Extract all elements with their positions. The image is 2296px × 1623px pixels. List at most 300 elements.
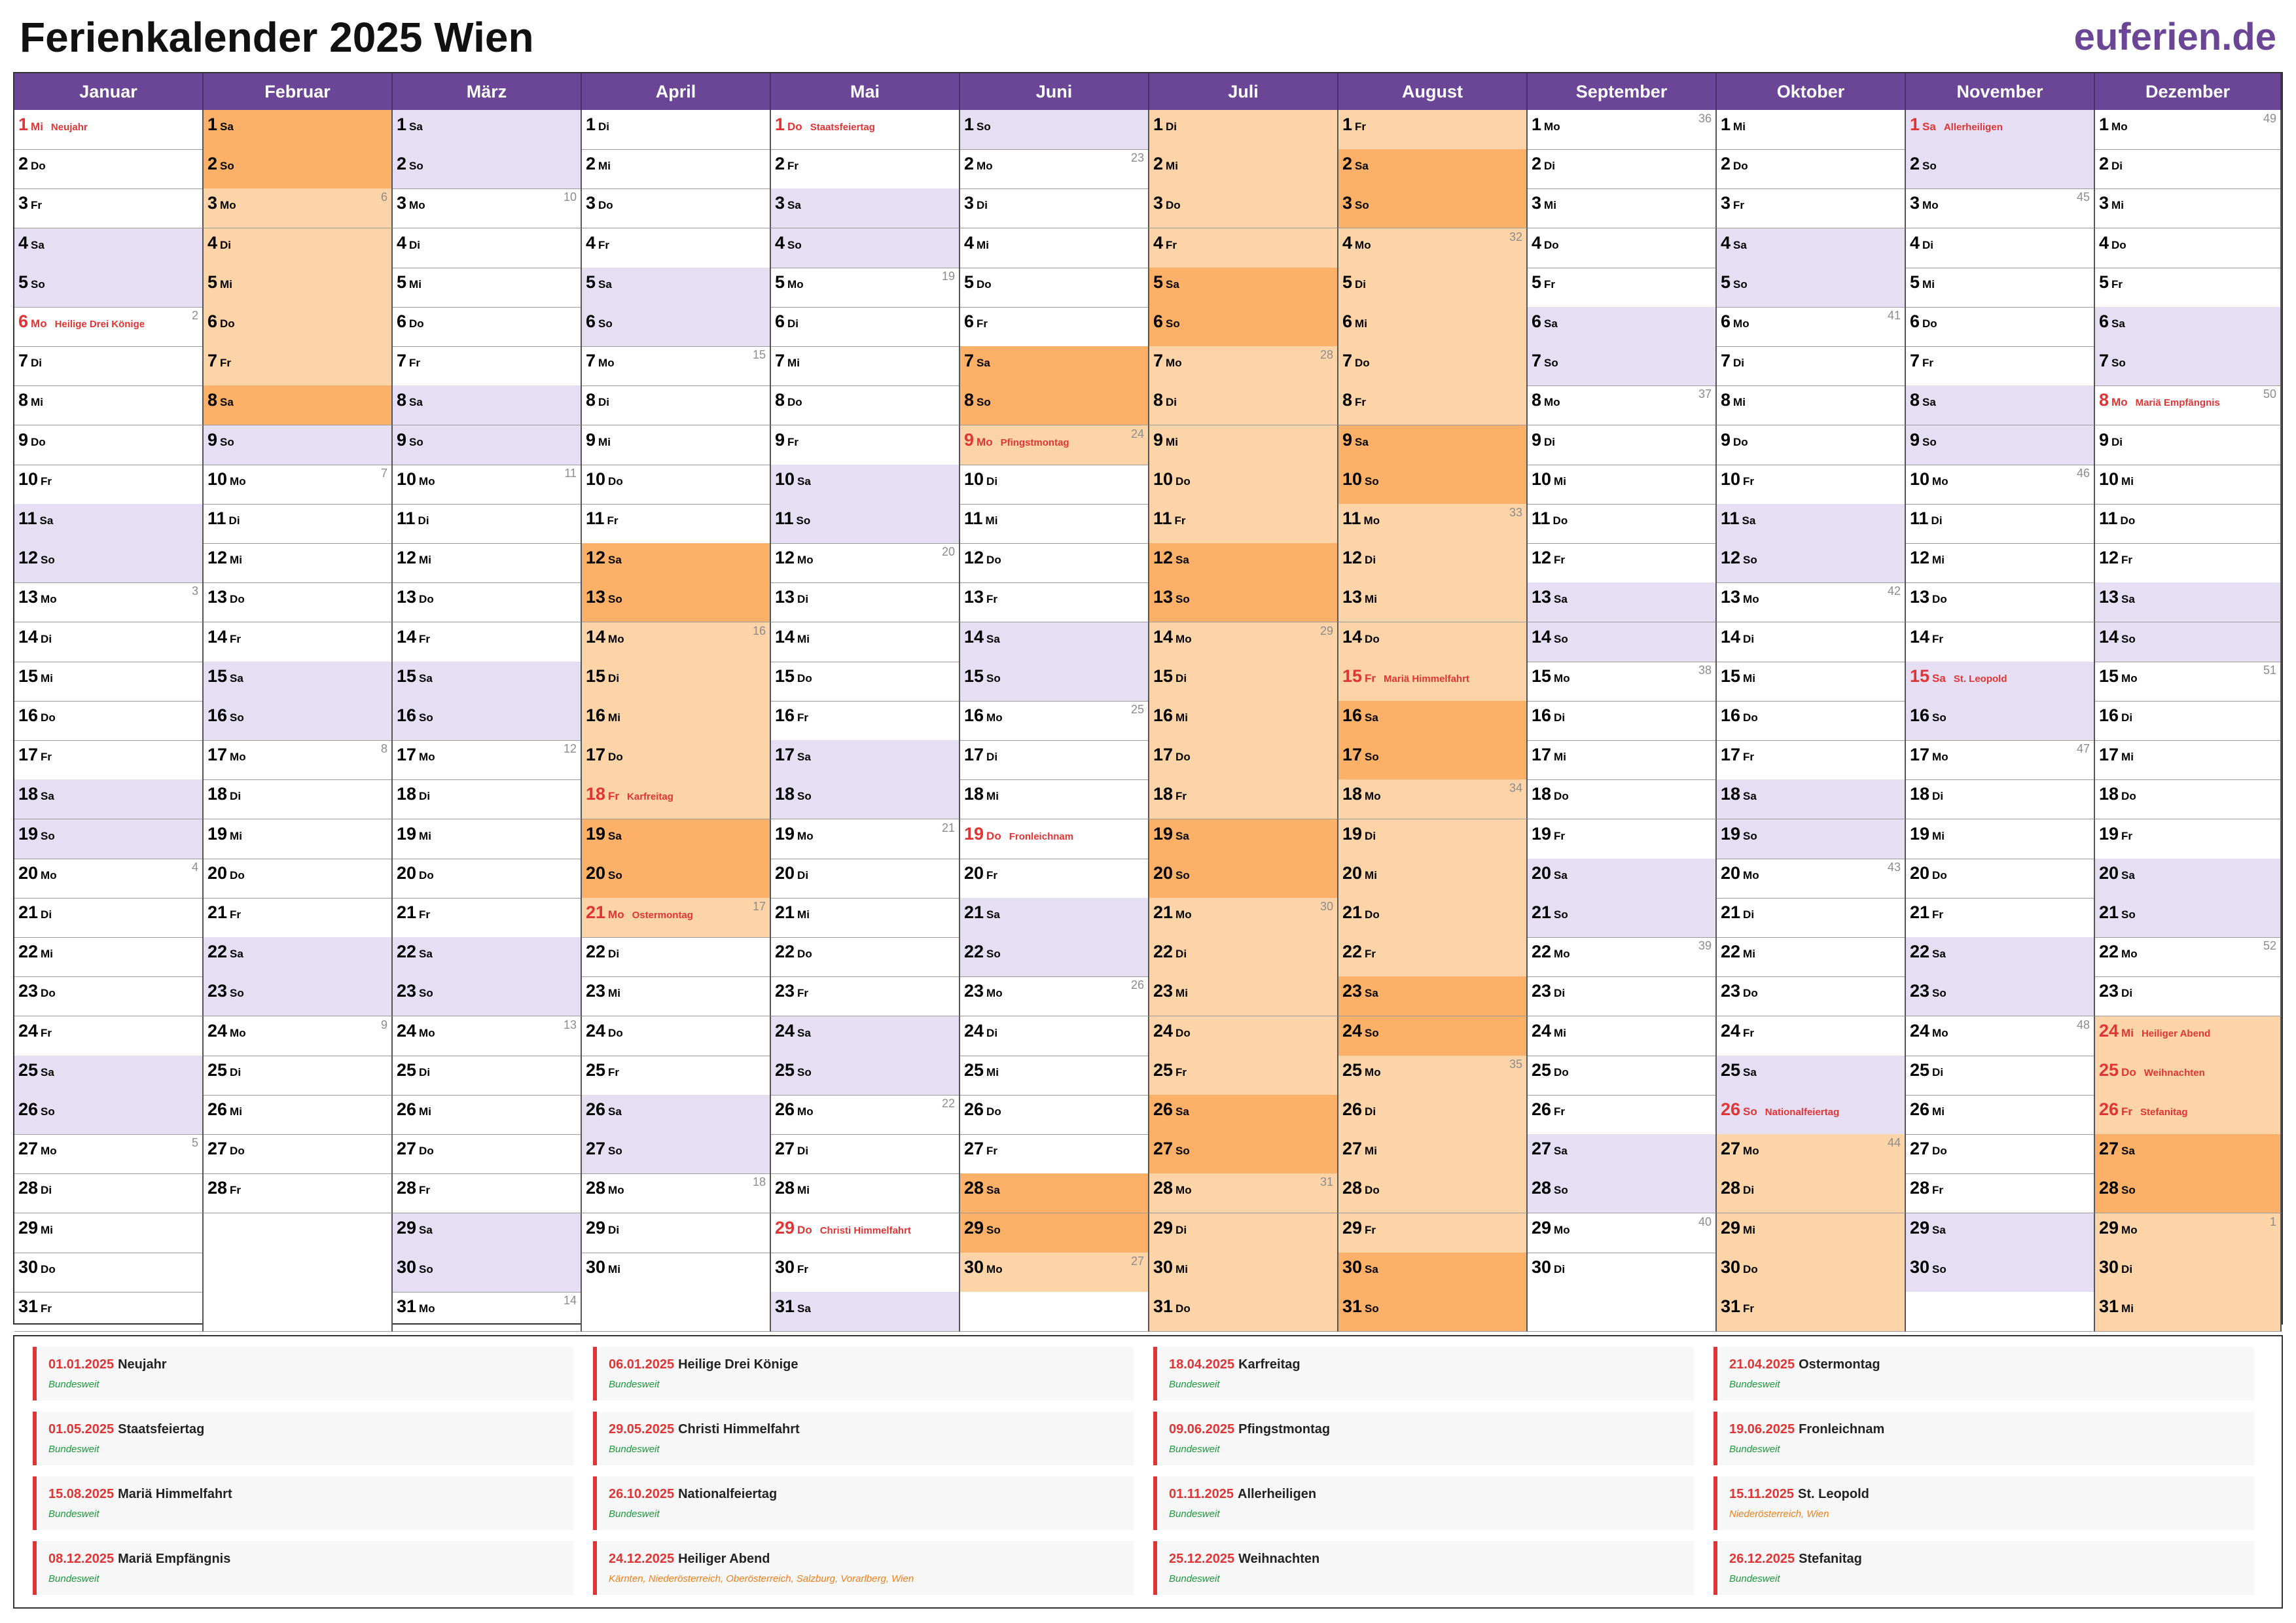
day-cell[interactable] [771,622,960,662]
day-cell[interactable] [1338,228,1528,268]
day-cell[interactable] [204,1173,393,1213]
day-cell[interactable] [393,1173,582,1213]
day-cell[interactable] [2095,1134,2282,1174]
day-cell[interactable] [1338,1134,1528,1174]
day-cell[interactable] [582,504,771,544]
day-cell[interactable] [1149,268,1338,308]
day-cell[interactable] [960,504,1149,544]
day-cell[interactable] [1338,425,1528,465]
day-cell[interactable] [1717,1213,1906,1253]
day-cell[interactable] [393,582,582,622]
day-cell[interactable] [1717,819,1906,859]
day-cell[interactable] [582,1253,771,1293]
day-cell[interactable] [204,898,393,938]
day-cell[interactable] [582,937,771,977]
day-cell[interactable] [1906,149,2095,189]
day-cell[interactable] [582,622,771,662]
day-cell[interactable] [1717,1134,1906,1174]
day-cell[interactable] [582,543,771,583]
day-cell[interactable] [1149,465,1338,505]
day-cell[interactable] [393,307,582,347]
day-cell[interactable] [204,110,393,150]
day-cell[interactable] [1717,662,1906,702]
day-cell[interactable] [2095,937,2282,977]
day-cell[interactable] [204,1134,393,1174]
day-cell[interactable] [1906,859,2095,899]
holiday-day-cell[interactable] [2095,1016,2282,1056]
day-cell[interactable] [2095,346,2282,386]
day-cell[interactable] [393,1016,582,1056]
day-cell[interactable] [1338,1016,1528,1056]
day-cell[interactable] [1149,1016,1338,1056]
day-cell[interactable] [2095,1173,2282,1213]
day-cell[interactable] [1149,582,1338,622]
day-cell[interactable] [1906,898,2095,938]
day-cell[interactable] [771,1016,960,1056]
day-cell[interactable] [1338,1253,1528,1293]
day-cell[interactable] [1528,1095,1717,1135]
day-cell[interactable] [582,582,771,622]
day-cell[interactable] [1717,346,1906,386]
day-cell[interactable] [960,976,1149,1016]
day-cell[interactable] [2095,307,2282,347]
day-cell[interactable] [14,898,204,938]
day-cell[interactable] [1338,1095,1528,1135]
day-cell[interactable] [2095,976,2282,1016]
day-cell[interactable] [14,268,204,308]
day-cell[interactable] [771,1095,960,1135]
day-cell[interactable] [771,937,960,977]
holiday-day-cell[interactable] [1906,110,2095,150]
day-cell[interactable] [582,346,771,386]
day-cell[interactable] [1717,898,1906,938]
day-cell[interactable] [582,268,771,308]
day-cell[interactable] [1149,937,1338,977]
day-cell[interactable] [1149,1213,1338,1253]
day-cell[interactable] [14,1253,204,1293]
day-cell[interactable] [771,740,960,780]
day-cell[interactable] [1528,268,1717,308]
day-cell[interactable] [14,1056,204,1096]
day-cell[interactable] [1338,859,1528,899]
day-cell[interactable] [2095,268,2282,308]
day-cell[interactable] [14,740,204,780]
day-cell[interactable] [1528,465,1717,505]
day-cell[interactable] [582,1056,771,1096]
day-cell[interactable] [960,228,1149,268]
day-cell[interactable] [1338,149,1528,189]
day-cell[interactable] [1906,819,2095,859]
day-cell[interactable] [960,582,1149,622]
day-cell[interactable] [960,662,1149,702]
day-cell[interactable] [582,1095,771,1135]
day-cell[interactable] [1338,740,1528,780]
day-cell[interactable] [1528,701,1717,741]
day-cell[interactable] [771,307,960,347]
day-cell[interactable] [771,188,960,228]
day-cell[interactable] [1149,1292,1338,1332]
day-cell[interactable] [1338,1292,1528,1332]
day-cell[interactable] [771,859,960,899]
day-cell[interactable] [771,228,960,268]
day-cell[interactable] [960,1016,1149,1056]
day-cell[interactable] [1149,385,1338,425]
day-cell[interactable] [582,1173,771,1213]
day-cell[interactable] [2095,465,2282,505]
day-cell[interactable] [14,779,204,819]
day-cell[interactable] [1717,268,1906,308]
day-cell[interactable] [1906,1056,2095,1096]
day-cell[interactable] [393,819,582,859]
day-cell[interactable] [204,662,393,702]
day-cell[interactable] [582,307,771,347]
day-cell[interactable] [1906,346,2095,386]
day-cell[interactable] [14,149,204,189]
day-cell[interactable] [1338,1213,1528,1253]
day-cell[interactable] [960,779,1149,819]
day-cell[interactable] [1906,425,2095,465]
day-cell[interactable] [393,228,582,268]
holiday-day-cell[interactable] [1338,662,1528,702]
day-cell[interactable] [2095,859,2282,899]
day-cell[interactable] [1149,149,1338,189]
day-cell[interactable] [2095,425,2282,465]
day-cell[interactable] [2095,582,2282,622]
day-cell[interactable] [1717,188,1906,228]
day-cell[interactable] [1717,425,1906,465]
day-cell[interactable] [582,1016,771,1056]
day-cell[interactable] [582,188,771,228]
day-cell[interactable] [14,228,204,268]
day-cell[interactable] [771,779,960,819]
day-cell[interactable] [393,268,582,308]
day-cell[interactable] [1149,859,1338,899]
day-cell[interactable] [1717,1173,1906,1213]
day-cell[interactable] [960,346,1149,386]
day-cell[interactable] [393,1134,582,1174]
day-cell[interactable] [1717,504,1906,544]
day-cell[interactable] [2095,1292,2282,1332]
day-cell[interactable] [1338,346,1528,386]
holiday-day-cell[interactable] [960,425,1149,465]
day-cell[interactable] [771,701,960,741]
day-cell[interactable] [1149,110,1338,150]
day-cell[interactable] [771,976,960,1016]
day-cell[interactable] [1717,110,1906,150]
day-cell[interactable] [1906,385,2095,425]
day-cell[interactable] [2095,1253,2282,1293]
day-cell[interactable] [582,819,771,859]
day-cell[interactable] [393,425,582,465]
day-cell[interactable] [2095,622,2282,662]
day-cell[interactable] [1717,1253,1906,1293]
day-cell[interactable] [1906,268,2095,308]
day-cell[interactable] [2095,662,2282,702]
holiday-day-cell[interactable] [1717,1095,1906,1135]
day-cell[interactable] [771,149,960,189]
holiday-day-cell[interactable] [14,307,204,347]
day-cell[interactable] [771,1292,960,1332]
day-cell[interactable] [204,976,393,1016]
day-cell[interactable] [204,819,393,859]
day-cell[interactable] [960,1213,1149,1253]
day-cell[interactable] [14,662,204,702]
day-cell[interactable] [582,385,771,425]
day-cell[interactable] [1717,779,1906,819]
day-cell[interactable] [204,465,393,505]
day-cell[interactable] [1149,701,1338,741]
day-cell[interactable] [1528,1016,1717,1056]
day-cell[interactable] [960,110,1149,150]
day-cell[interactable] [1149,1253,1338,1293]
day-cell[interactable] [1528,1134,1717,1174]
day-cell[interactable] [14,622,204,662]
day-cell[interactable] [393,1213,582,1253]
day-cell[interactable] [1338,779,1528,819]
day-cell[interactable] [1528,110,1717,150]
day-cell[interactable] [771,543,960,583]
day-cell[interactable] [1338,622,1528,662]
day-cell[interactable] [1528,1056,1717,1096]
day-cell[interactable] [1906,622,2095,662]
day-cell[interactable] [393,1095,582,1135]
day-cell[interactable] [393,504,582,544]
day-cell[interactable] [393,1253,582,1293]
day-cell[interactable] [1149,740,1338,780]
day-cell[interactable] [393,898,582,938]
day-cell[interactable] [14,425,204,465]
day-cell[interactable] [582,701,771,741]
day-cell[interactable] [1717,701,1906,741]
day-cell[interactable] [393,1292,582,1332]
day-cell[interactable] [14,1016,204,1056]
day-cell[interactable] [204,385,393,425]
day-cell[interactable] [960,465,1149,505]
day-cell[interactable] [1149,1056,1338,1096]
day-cell[interactable] [582,149,771,189]
day-cell[interactable] [1528,1173,1717,1213]
day-cell[interactable] [771,1056,960,1096]
day-cell[interactable] [14,1292,204,1332]
day-cell[interactable] [1338,385,1528,425]
holiday-day-cell[interactable] [960,819,1149,859]
day-cell[interactable] [1338,188,1528,228]
day-cell[interactable] [393,188,582,228]
day-cell[interactable] [960,543,1149,583]
day-cell[interactable] [1906,1173,2095,1213]
day-cell[interactable] [1149,188,1338,228]
day-cell[interactable] [14,465,204,505]
day-cell[interactable] [14,1173,204,1213]
day-cell[interactable] [1906,543,2095,583]
day-cell[interactable] [1906,228,2095,268]
day-cell[interactable] [1149,622,1338,662]
day-cell[interactable] [1717,976,1906,1016]
day-cell[interactable] [393,779,582,819]
day-cell[interactable] [1338,307,1528,347]
day-cell[interactable] [771,425,960,465]
day-cell[interactable] [960,268,1149,308]
day-cell[interactable] [1528,385,1717,425]
day-cell[interactable] [393,346,582,386]
day-cell[interactable] [1528,740,1717,780]
day-cell[interactable] [771,819,960,859]
day-cell[interactable] [1149,976,1338,1016]
day-cell[interactable] [1717,937,1906,977]
day-cell[interactable] [1338,1173,1528,1213]
day-cell[interactable] [2095,149,2282,189]
day-cell[interactable] [771,268,960,308]
holiday-day-cell[interactable] [582,898,771,938]
day-cell[interactable] [1906,582,2095,622]
holiday-day-cell[interactable] [771,110,960,150]
day-cell[interactable] [960,1095,1149,1135]
day-cell[interactable] [1149,307,1338,347]
day-cell[interactable] [1528,228,1717,268]
day-cell[interactable] [1338,976,1528,1016]
day-cell[interactable] [14,504,204,544]
day-cell[interactable] [204,504,393,544]
day-cell[interactable] [1149,228,1338,268]
day-cell[interactable] [1906,188,2095,228]
day-cell[interactable] [771,898,960,938]
day-cell[interactable] [960,701,1149,741]
day-cell[interactable] [1528,779,1717,819]
day-cell[interactable] [1528,976,1717,1016]
day-cell[interactable] [14,582,204,622]
day-cell[interactable] [14,543,204,583]
day-cell[interactable] [2095,898,2282,938]
day-cell[interactable] [960,1253,1149,1293]
day-cell[interactable] [1149,425,1338,465]
day-cell[interactable] [960,622,1149,662]
day-cell[interactable] [1717,228,1906,268]
day-cell[interactable] [393,110,582,150]
day-cell[interactable] [1149,898,1338,938]
day-cell[interactable] [582,662,771,702]
day-cell[interactable] [960,385,1149,425]
day-cell[interactable] [1149,662,1338,702]
day-cell[interactable] [1906,701,2095,741]
holiday-day-cell[interactable] [582,779,771,819]
day-cell[interactable] [1717,465,1906,505]
day-cell[interactable] [14,976,204,1016]
day-cell[interactable] [2095,740,2282,780]
day-cell[interactable] [393,465,582,505]
day-cell[interactable] [14,188,204,228]
day-cell[interactable] [204,307,393,347]
day-cell[interactable] [1338,582,1528,622]
day-cell[interactable] [1338,898,1528,938]
day-cell[interactable] [204,779,393,819]
day-cell[interactable] [1906,1134,2095,1174]
day-cell[interactable] [14,937,204,977]
day-cell[interactable] [582,859,771,899]
day-cell[interactable] [1338,543,1528,583]
day-cell[interactable] [771,1173,960,1213]
day-cell[interactable] [1338,937,1528,977]
holiday-day-cell[interactable] [2095,385,2282,425]
day-cell[interactable] [393,622,582,662]
day-cell[interactable] [1528,898,1717,938]
day-cell[interactable] [1717,622,1906,662]
day-cell[interactable] [14,1095,204,1135]
day-cell[interactable] [771,1253,960,1293]
day-cell[interactable] [1338,1056,1528,1096]
day-cell[interactable] [582,976,771,1016]
day-cell[interactable] [204,149,393,189]
day-cell[interactable] [393,859,582,899]
day-cell[interactable] [204,1056,393,1096]
holiday-day-cell[interactable] [771,1213,960,1253]
day-cell[interactable] [1338,110,1528,150]
holiday-day-cell[interactable] [2095,1095,2282,1135]
day-cell[interactable] [1528,346,1717,386]
day-cell[interactable] [393,662,582,702]
day-cell[interactable] [1149,1173,1338,1213]
day-cell[interactable] [960,307,1149,347]
day-cell[interactable] [2095,1213,2282,1253]
day-cell[interactable] [771,504,960,544]
day-cell[interactable] [1528,859,1717,899]
day-cell[interactable] [393,937,582,977]
day-cell[interactable] [1906,504,2095,544]
day-cell[interactable] [582,425,771,465]
day-cell[interactable] [771,662,960,702]
day-cell[interactable] [1528,188,1717,228]
holiday-day-cell[interactable] [2095,1056,2282,1096]
day-cell[interactable] [1528,1213,1717,1253]
day-cell[interactable] [204,740,393,780]
day-cell[interactable] [204,859,393,899]
day-cell[interactable] [204,228,393,268]
day-cell[interactable] [204,543,393,583]
day-cell[interactable] [204,425,393,465]
day-cell[interactable] [771,582,960,622]
day-cell[interactable] [1528,1253,1717,1293]
day-cell[interactable] [960,859,1149,899]
day-cell[interactable] [204,937,393,977]
day-cell[interactable] [393,701,582,741]
day-cell[interactable] [393,543,582,583]
day-cell[interactable] [960,1134,1149,1174]
day-cell[interactable] [1149,504,1338,544]
day-cell[interactable] [204,1016,393,1056]
day-cell[interactable] [393,1056,582,1096]
day-cell[interactable] [1906,1016,2095,1056]
brand-logo[interactable]: euferien.de [2073,16,2276,58]
day-cell[interactable] [1906,976,2095,1016]
day-cell[interactable] [2095,543,2282,583]
day-cell[interactable] [1906,937,2095,977]
day-cell[interactable] [1717,1056,1906,1096]
day-cell[interactable] [14,859,204,899]
day-cell[interactable] [1906,1213,2095,1253]
day-cell[interactable] [2095,779,2282,819]
day-cell[interactable] [204,1095,393,1135]
day-cell[interactable] [1149,819,1338,859]
day-cell[interactable] [14,346,204,386]
day-cell[interactable] [1717,740,1906,780]
day-cell[interactable] [393,385,582,425]
day-cell[interactable] [1149,1134,1338,1174]
day-cell[interactable] [771,465,960,505]
day-cell[interactable] [1338,465,1528,505]
day-cell[interactable] [1528,582,1717,622]
day-cell[interactable] [1906,1095,2095,1135]
day-cell[interactable] [14,819,204,859]
day-cell[interactable] [14,1213,204,1253]
